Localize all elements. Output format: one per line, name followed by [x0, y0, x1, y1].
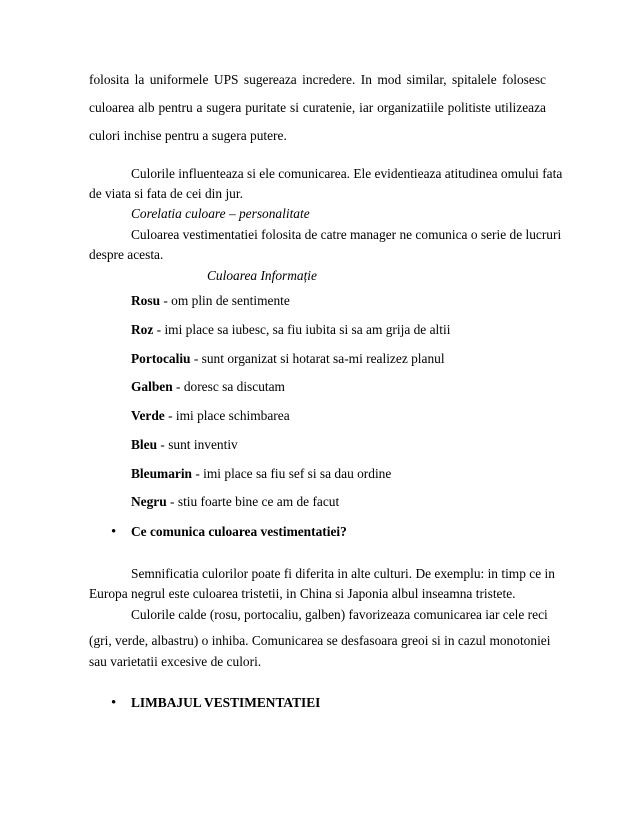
color-item [131, 408, 290, 424]
color-item [131, 466, 391, 482]
color-meaning: - sunt organizat si hotarat sa-mi realizez planul [190, 351, 445, 366]
paragraph-line: sau varietatii excesive de culori. [89, 654, 262, 669]
color-item [131, 351, 445, 367]
color-name: Verde [131, 408, 165, 423]
paragraph-line: culori inchise pentru a sugera putere. [89, 128, 287, 143]
color-item [131, 293, 290, 309]
color-name: Portocaliu [131, 351, 191, 366]
color-name: Rosu [131, 293, 161, 308]
color-name: Negru [131, 494, 167, 509]
bullet-icon: • [111, 524, 117, 540]
color-item [131, 322, 450, 338]
color-item [131, 494, 339, 510]
section-heading: Ce comunica culoarea vestimentatiei? [131, 524, 347, 539]
color-meaning: - om plin de sentimente [160, 293, 290, 308]
paragraph-line: de viata si fata de cei din jur. [89, 186, 243, 201]
color-meaning: - doresc sa discutam [172, 379, 285, 394]
paragraph-line: Culoarea vestimentatiei folosita de catre manager ne comunica o serie de lucruri [131, 227, 562, 242]
color-meaning: - imi place sa iubesc, sa fiu iubita si sa am grija de altii [153, 322, 451, 337]
color-meaning: - stiu foarte bine ce am de facut [166, 494, 340, 509]
color-meaning: - imi place schimbarea [164, 408, 290, 423]
color-name: Bleumarin [131, 466, 193, 481]
paragraph-line: Europa negrul este culoarea tristetii, in China si Japonia albul inseamna tristete. [89, 586, 516, 601]
color-meaning: - imi place sa fiu sef si sa dau ordine [192, 466, 392, 481]
color-name: Bleu [131, 437, 158, 452]
paragraph-line: culoarea alb pentru a sugera puritate si curatenie, iar organizatiile politiste utilizeaza [89, 100, 546, 115]
color-name: Roz [131, 322, 154, 337]
color-item [131, 437, 238, 453]
paragraph-line: folosita la uniformele UPS sugereaza incredere. In mod similar, spitalele folosesc [89, 72, 546, 87]
table-header: Culoarea Informație [207, 268, 317, 283]
paragraph-line: despre acesta. [89, 247, 164, 262]
bullet-icon: • [111, 695, 117, 711]
color-name: Galben [131, 379, 173, 394]
color-item [131, 379, 285, 395]
section-title: Corelatia culoare – personalitate [131, 206, 310, 221]
paragraph-line: Semnificatia culorilor poate fi diferita in alte culturi. De exemplu: in timp ce in [131, 566, 555, 581]
paragraph-line: Culorile influenteaza si ele comunicarea. Ele evidentieaza atitudinea omului fata [131, 166, 563, 181]
color-meaning: - sunt inventiv [157, 437, 238, 452]
paragraph-line: Culorile calde (rosu, portocaliu, galben) favorizeaza comunicarea iar cele reci [131, 607, 548, 622]
paragraph-line: (gri, verde, albastru) o inhiba. Comunicarea se desfasoara greoi si in cazul monotoniei [89, 633, 551, 648]
section-heading: LIMBAJUL VESTIMENTATIEI [131, 695, 321, 710]
